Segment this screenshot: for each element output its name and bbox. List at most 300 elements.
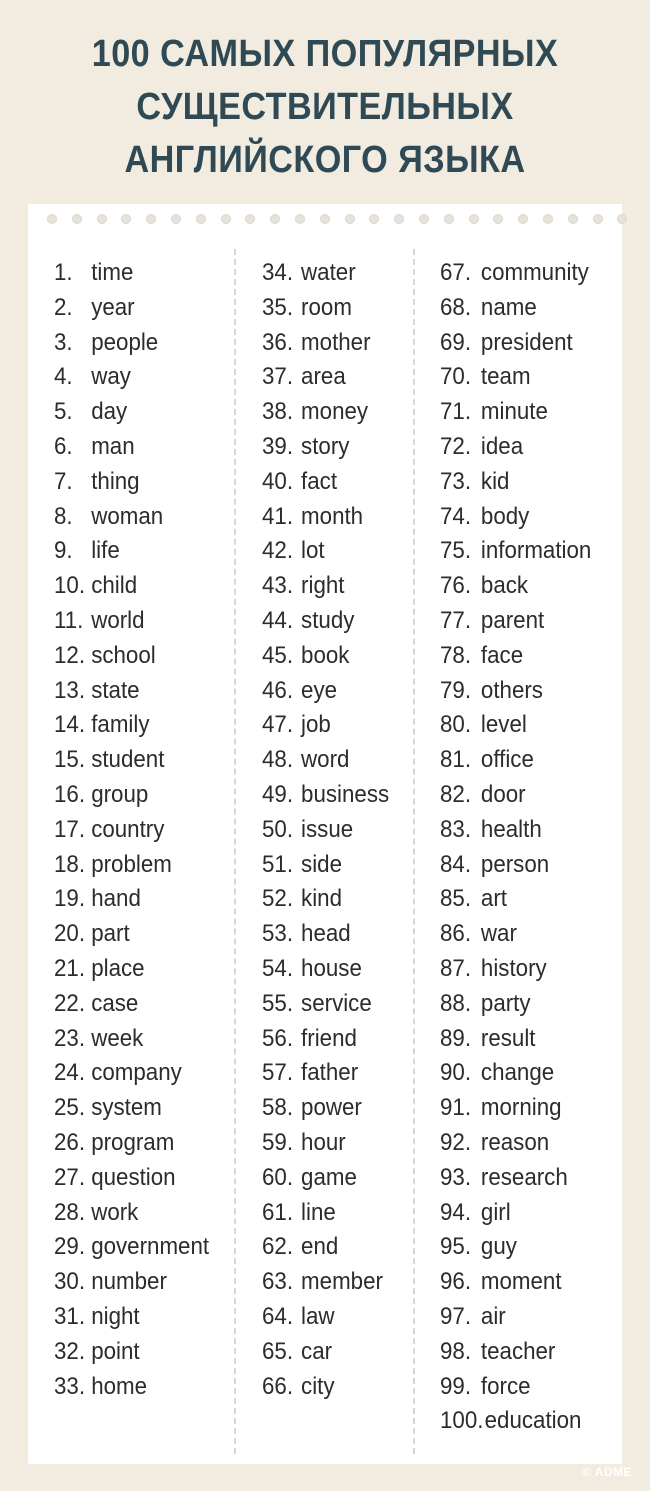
binder-hole xyxy=(221,214,231,224)
item-word: morning xyxy=(480,1094,562,1122)
item-word: job xyxy=(301,711,331,739)
item-number: 23. xyxy=(54,1024,86,1052)
binder-hole xyxy=(295,214,305,224)
item-number: 90. xyxy=(440,1059,472,1087)
item-number: 36. xyxy=(262,328,294,356)
item-word: name xyxy=(480,293,537,321)
list-item xyxy=(440,674,543,708)
item-word: others xyxy=(480,676,543,704)
item-number: 11. xyxy=(54,607,84,634)
item-number: 55. xyxy=(262,989,294,1017)
item-number: 6. xyxy=(54,433,73,460)
item-number: 77. xyxy=(440,607,472,634)
binder-hole xyxy=(196,214,206,224)
item-word: face xyxy=(480,641,524,669)
item-number: 86. xyxy=(440,920,472,948)
item-word: country xyxy=(91,815,165,843)
list-item xyxy=(262,1370,335,1404)
list-item xyxy=(262,1022,357,1056)
item-word: minute xyxy=(480,398,548,426)
item-number: 13. xyxy=(54,676,86,704)
list-item xyxy=(440,326,573,360)
list-item xyxy=(54,1370,147,1404)
item-word: power xyxy=(301,1094,362,1122)
item-word: back xyxy=(480,572,529,600)
list-item xyxy=(262,256,356,290)
column-divider xyxy=(234,249,236,1454)
item-word: force xyxy=(480,1372,531,1400)
item-word: part xyxy=(91,920,130,948)
list-item xyxy=(262,674,337,708)
list-item xyxy=(54,639,156,673)
item-number: 100. xyxy=(440,1407,484,1435)
binder-hole xyxy=(97,214,107,224)
item-number: 21. xyxy=(54,955,86,982)
list-item xyxy=(54,326,158,360)
list-item xyxy=(54,1022,143,1056)
item-number: 46. xyxy=(262,676,294,704)
item-word: team xyxy=(480,363,531,391)
item-number: 92. xyxy=(440,1129,472,1156)
list-item xyxy=(262,882,342,916)
list-item xyxy=(262,639,349,673)
item-word: research xyxy=(480,1163,568,1191)
item-word: room xyxy=(301,293,352,321)
item-number: 25. xyxy=(54,1094,86,1122)
binder-hole xyxy=(146,214,156,224)
list-item xyxy=(262,430,349,464)
item-number: 71. xyxy=(440,398,472,426)
item-word: woman xyxy=(91,502,164,530)
binder-hole xyxy=(171,214,181,224)
item-word: lot xyxy=(301,537,325,565)
item-word: city xyxy=(301,1372,335,1400)
list-item xyxy=(262,813,353,847)
item-number: 84. xyxy=(440,850,472,878)
item-number: 10. xyxy=(54,572,86,600)
list-item xyxy=(262,534,325,568)
binder-hole xyxy=(568,214,578,224)
binder-hole xyxy=(518,214,528,224)
item-number: 83. xyxy=(440,815,472,843)
item-number: 2. xyxy=(54,293,73,321)
item-number: 62. xyxy=(262,1233,294,1261)
list-item xyxy=(54,1335,140,1369)
item-word: kid xyxy=(480,467,510,495)
item-word: history xyxy=(480,955,547,982)
item-word: guy xyxy=(480,1233,517,1261)
item-number: 97. xyxy=(440,1303,472,1330)
item-word: water xyxy=(301,259,356,286)
list-item xyxy=(440,569,528,603)
item-word: health xyxy=(480,815,542,843)
list-item xyxy=(440,604,544,638)
item-number: 27. xyxy=(54,1163,86,1191)
item-number: 9. xyxy=(54,537,73,565)
item-word: hour xyxy=(301,1129,346,1156)
list-item xyxy=(440,639,523,673)
list-item xyxy=(262,500,363,534)
item-word: question xyxy=(91,1163,176,1191)
item-number: 63. xyxy=(262,1268,294,1296)
list-item xyxy=(54,778,148,812)
item-word: place xyxy=(91,955,145,982)
item-word: book xyxy=(301,641,350,669)
binder-hole xyxy=(121,214,131,224)
item-word: girl xyxy=(480,1198,511,1226)
list-item xyxy=(262,1230,338,1264)
item-word: program xyxy=(91,1129,175,1156)
item-word: week xyxy=(91,1024,144,1052)
list-item xyxy=(440,708,527,742)
list-item xyxy=(54,813,164,847)
item-word: party xyxy=(480,989,531,1017)
list-item xyxy=(262,778,389,812)
copyright-credit: © ADME xyxy=(581,1465,632,1479)
item-word: father xyxy=(301,1059,359,1087)
item-number: 68. xyxy=(440,293,472,321)
item-number: 41. xyxy=(262,502,294,530)
list-item xyxy=(262,708,331,742)
item-number: 32. xyxy=(54,1337,86,1365)
list-item xyxy=(262,1335,332,1369)
binder-hole xyxy=(394,214,404,224)
list-item xyxy=(54,395,127,429)
item-number: 20. xyxy=(54,920,86,948)
item-number: 79. xyxy=(440,676,472,704)
item-number: 44. xyxy=(262,607,294,634)
item-number: 94. xyxy=(440,1198,472,1226)
item-word: teacher xyxy=(480,1337,556,1365)
list-item xyxy=(262,1265,383,1299)
item-word: result xyxy=(480,1024,536,1052)
item-number: 34. xyxy=(262,259,294,286)
list-item xyxy=(54,534,120,568)
list-item xyxy=(262,1161,357,1195)
item-number: 4. xyxy=(54,363,73,391)
list-item xyxy=(54,1091,162,1125)
item-number: 28. xyxy=(54,1198,86,1226)
item-word: mother xyxy=(301,328,371,356)
column-divider xyxy=(413,249,415,1454)
item-number: 72. xyxy=(440,433,472,460)
list-item xyxy=(262,465,337,499)
item-number: 47. xyxy=(262,711,294,739)
item-word: president xyxy=(480,328,573,356)
item-number: 16. xyxy=(54,781,86,808)
item-number: 24. xyxy=(54,1059,86,1087)
item-number: 75. xyxy=(440,537,472,565)
list-item xyxy=(440,743,534,777)
item-number: 31. xyxy=(54,1303,86,1330)
item-word: point xyxy=(91,1337,140,1365)
item-word: art xyxy=(480,885,507,913)
list-item xyxy=(262,360,346,394)
item-number: 87. xyxy=(440,955,472,982)
item-number: 96. xyxy=(440,1268,472,1296)
list-item xyxy=(54,360,131,394)
binder-hole xyxy=(47,214,57,224)
page-title xyxy=(33,28,618,187)
binder-hole xyxy=(543,214,553,224)
item-word: group xyxy=(91,781,149,808)
item-word: eye xyxy=(301,676,338,704)
item-word: person xyxy=(480,850,550,878)
list-item xyxy=(54,1265,167,1299)
item-number: 91. xyxy=(440,1094,472,1122)
item-number: 49. xyxy=(262,781,294,808)
item-number: 57. xyxy=(262,1059,294,1087)
item-word: life xyxy=(91,537,120,565)
item-word: friend xyxy=(301,1024,357,1052)
item-number: 30. xyxy=(54,1268,86,1296)
item-word: night xyxy=(91,1303,140,1330)
item-word: line xyxy=(301,1198,336,1226)
item-number: 26. xyxy=(54,1129,86,1156)
item-number: 66. xyxy=(262,1372,294,1400)
item-word: body xyxy=(480,502,530,530)
item-number: 78. xyxy=(440,641,472,669)
list-item xyxy=(440,1404,581,1438)
binder-hole xyxy=(444,214,454,224)
item-word: right xyxy=(301,572,345,600)
item-word: business xyxy=(301,781,390,808)
list-item xyxy=(440,1265,562,1299)
list-item xyxy=(54,708,149,742)
list-item xyxy=(54,500,163,534)
item-word: hand xyxy=(91,885,141,913)
item-word: work xyxy=(91,1198,139,1226)
list-item xyxy=(54,291,135,325)
item-word: law xyxy=(301,1303,335,1330)
item-number: 50. xyxy=(262,815,294,843)
item-word: air xyxy=(480,1303,506,1330)
item-number: 39. xyxy=(262,433,294,460)
item-word: day xyxy=(91,398,128,426)
item-number: 35. xyxy=(262,293,294,321)
item-number: 73. xyxy=(440,467,472,495)
item-number: 98. xyxy=(440,1337,472,1365)
list-item xyxy=(440,1022,535,1056)
item-word: fact xyxy=(301,467,338,495)
item-word: education xyxy=(484,1407,582,1435)
list-item xyxy=(440,1161,568,1195)
list-item xyxy=(440,500,529,534)
binder-hole xyxy=(369,214,379,224)
list-item xyxy=(262,326,371,360)
list-item xyxy=(262,291,352,325)
binder-hole xyxy=(345,214,355,224)
binder-holes xyxy=(28,214,622,226)
item-word: moment xyxy=(480,1268,562,1296)
list-item xyxy=(440,917,517,951)
title-line: 100 САМЫХ ПОПУЛЯРНЫХ xyxy=(91,33,559,75)
list-item xyxy=(440,360,531,394)
binder-hole xyxy=(419,214,429,224)
item-number: 85. xyxy=(440,885,472,913)
list-item xyxy=(440,1335,555,1369)
list-item xyxy=(262,917,351,951)
list-item xyxy=(262,952,362,986)
list-item xyxy=(54,1161,176,1195)
item-word: story xyxy=(301,433,350,460)
item-number: 99. xyxy=(440,1372,472,1400)
binder-hole xyxy=(593,214,603,224)
item-word: system xyxy=(91,1094,162,1122)
item-word: student xyxy=(91,746,165,774)
binder-hole xyxy=(245,214,255,224)
item-number: 60. xyxy=(262,1163,294,1191)
item-word: game xyxy=(301,1163,357,1191)
item-word: problem xyxy=(91,850,172,878)
item-number: 69. xyxy=(440,328,472,356)
list-item xyxy=(54,917,130,951)
list-item xyxy=(440,395,548,429)
item-number: 61. xyxy=(262,1198,294,1226)
list-item xyxy=(262,1091,362,1125)
list-item xyxy=(54,465,140,499)
list-item xyxy=(440,1300,506,1334)
list-item xyxy=(440,430,523,464)
item-number: 59. xyxy=(262,1129,294,1156)
list-item xyxy=(54,987,138,1021)
item-number: 17. xyxy=(54,815,86,843)
list-item xyxy=(54,1056,182,1090)
item-number: 40. xyxy=(262,467,294,495)
item-word: house xyxy=(301,955,362,982)
item-number: 54. xyxy=(262,955,294,982)
item-word: family xyxy=(91,711,150,739)
binder-hole xyxy=(72,214,82,224)
binder-hole xyxy=(270,214,280,224)
list-item xyxy=(262,1056,358,1090)
item-number: 7. xyxy=(54,467,73,495)
item-number: 88. xyxy=(440,989,472,1017)
item-word: office xyxy=(480,746,534,774)
list-item xyxy=(262,743,349,777)
item-number: 3. xyxy=(54,328,73,356)
item-word: parent xyxy=(480,607,545,634)
binder-hole xyxy=(469,214,479,224)
item-number: 19. xyxy=(54,885,86,913)
item-number: 70. xyxy=(440,363,472,391)
item-word: word xyxy=(301,746,350,774)
item-number: 48. xyxy=(262,746,294,774)
item-word: side xyxy=(301,850,343,878)
list-item xyxy=(440,465,509,499)
item-word: government xyxy=(91,1233,210,1261)
list-item xyxy=(54,1196,138,1230)
item-word: money xyxy=(301,398,369,426)
item-word: world xyxy=(91,607,145,634)
item-number: 80. xyxy=(440,711,472,739)
list-item xyxy=(54,882,141,916)
item-word: case xyxy=(91,989,139,1017)
binder-hole xyxy=(493,214,503,224)
item-word: number xyxy=(91,1268,167,1296)
item-number: 29. xyxy=(54,1233,86,1261)
item-number: 8. xyxy=(54,502,73,530)
list-item xyxy=(54,1230,209,1264)
list-item xyxy=(440,882,507,916)
binder-hole xyxy=(617,214,627,224)
item-number: 37. xyxy=(262,363,294,391)
item-number: 15. xyxy=(54,746,86,774)
item-number: 93. xyxy=(440,1163,472,1191)
item-word: people xyxy=(91,328,159,356)
list-item xyxy=(440,1056,554,1090)
list-item xyxy=(54,569,137,603)
list-item xyxy=(262,848,342,882)
notepad-sheet xyxy=(28,204,622,1464)
list-item xyxy=(440,256,589,290)
item-word: change xyxy=(480,1059,555,1087)
item-word: school xyxy=(91,641,156,669)
list-item xyxy=(440,534,591,568)
item-number: 95. xyxy=(440,1233,472,1261)
list-item xyxy=(440,1230,517,1264)
item-number: 81. xyxy=(440,746,472,774)
item-number: 89. xyxy=(440,1024,472,1052)
title-line: АНГЛИЙСКОГО ЯЗЫКА xyxy=(124,139,526,181)
item-number: 5. xyxy=(54,398,73,426)
list-item xyxy=(262,1300,335,1334)
list-item xyxy=(440,1091,562,1125)
list-item xyxy=(440,1196,511,1230)
item-number: 33. xyxy=(54,1372,86,1400)
item-number: 67. xyxy=(440,259,472,286)
item-word: man xyxy=(91,433,135,460)
item-word: car xyxy=(301,1337,333,1365)
item-word: home xyxy=(91,1372,148,1400)
item-word: information xyxy=(480,537,592,565)
list-item xyxy=(440,813,542,847)
item-word: way xyxy=(91,363,131,391)
title-line: СУЩЕСТВИТЕЛЬНЫХ xyxy=(136,86,514,128)
item-word: door xyxy=(480,781,526,808)
item-number: 56. xyxy=(262,1024,294,1052)
list-item xyxy=(440,1126,549,1160)
list-item xyxy=(54,604,145,638)
list-item xyxy=(54,952,145,986)
list-item xyxy=(54,743,164,777)
item-number: 53. xyxy=(262,920,294,948)
item-number: 18. xyxy=(54,850,86,878)
item-word: member xyxy=(301,1268,383,1296)
list-item xyxy=(54,1300,140,1334)
list-item xyxy=(262,1196,336,1230)
list-item xyxy=(54,430,135,464)
item-word: idea xyxy=(480,433,524,460)
item-number: 38. xyxy=(262,398,294,426)
list-item xyxy=(440,848,549,882)
list-item xyxy=(262,395,368,429)
item-number: 14. xyxy=(54,711,86,739)
list-item xyxy=(262,569,344,603)
list-item xyxy=(440,778,526,812)
list-item xyxy=(262,1126,346,1160)
item-number: 74. xyxy=(440,502,472,530)
item-word: war xyxy=(480,920,517,948)
item-word: study xyxy=(301,607,355,634)
item-number: 45. xyxy=(262,641,294,669)
item-number: 51. xyxy=(262,850,294,878)
item-word: time xyxy=(91,259,134,286)
item-word: thing xyxy=(91,467,140,495)
list-item xyxy=(440,291,537,325)
item-word: issue xyxy=(301,815,354,843)
item-word: state xyxy=(91,676,140,704)
